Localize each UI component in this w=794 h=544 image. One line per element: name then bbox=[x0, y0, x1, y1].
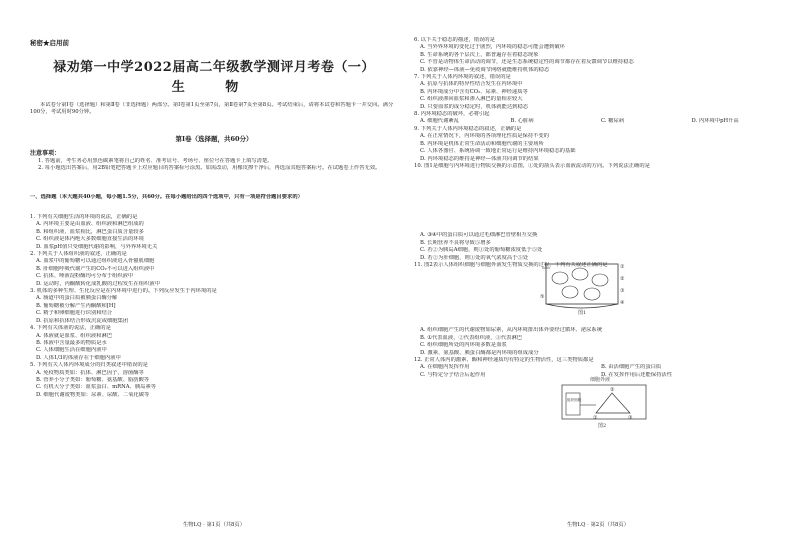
question-option: A. 组织细胞产生的代谢废物如尿素，从内环境排出体外要经过循环、泌尿系统 bbox=[420, 327, 602, 334]
figure-spacer bbox=[414, 170, 774, 232]
exam-title: 禄劝第一中学2022届高二年级教学测评月考卷（一） bbox=[53, 60, 375, 75]
question-option: A. 血浆中的葡萄糖可以通过组织液进入骨骼肌细胞 bbox=[36, 258, 155, 265]
question-option: A. 在细胞内发挥作用 bbox=[420, 364, 470, 371]
question-option: C. 人体细胞生活在细胞内液中 bbox=[36, 347, 107, 354]
part-heading: 第Ⅰ卷（选择题，共60分） bbox=[175, 135, 253, 143]
question-option: B. 心脏病 bbox=[510, 118, 534, 125]
question-option: A. 当外界环境的变化过于剧烈，内环境的稳态可能会遭到破坏 bbox=[420, 44, 565, 51]
question-stem: 10. 图1是细胞与内环境进行物质交换的示意图，①处的箭头表示血液流动的方向。下列说法正确的是 bbox=[414, 162, 650, 169]
question-stem: 1. 下列有关细胞生活的环境的说法，正确的是 bbox=[30, 214, 138, 220]
question-option: D. 细胞代谢废物类如：尿素、尿酸、二氧化碳等 bbox=[36, 391, 150, 398]
question-option: D. 若②为肝细胞，则①处的氧气浓度高于⑤处 bbox=[420, 254, 529, 261]
section-heading: 一、选择题（本大题共40小题，每小题1.5分，共60分。在每小题给出的四个选项中，只有一项是符合题目要求的） bbox=[30, 194, 303, 200]
question-stem: 8. 内环境稳态的破坏，必将引起 bbox=[414, 111, 490, 118]
svg-text:②: ② bbox=[620, 276, 625, 282]
question-stem: 7. 下列关于人体内环境的叙述，错误的是 bbox=[414, 74, 511, 81]
question-option: C. 与特定分子结合后起作用 bbox=[420, 371, 486, 378]
question-option: D. 激素、氨基酸、胰蛋白酶都是内环境的组成成分 bbox=[420, 349, 539, 356]
svg-text:③: ③ bbox=[620, 288, 625, 294]
question-option: C. 精子和卵细胞进行识别和结合 bbox=[36, 310, 113, 317]
question-option: A. 抗原与抗体的特异性结合发生在内环境中 bbox=[420, 81, 523, 88]
question-option: A. 内环境主要是由血液、组织液和淋巴组成的 bbox=[36, 221, 144, 228]
question-option: B. 内环境成分中含有CO₂、尿素、神经递质等 bbox=[420, 88, 528, 95]
right-column bbox=[414, 0, 774, 544]
figure-2-label: 组织细胞 bbox=[567, 398, 582, 402]
question-option: B. 生命系统的各个层次上，都普遍存在着稳态现象 bbox=[420, 51, 539, 58]
question-option: B. 内环境是机体正常生命活动和细胞代谢的主要场所 bbox=[420, 140, 544, 147]
svg-text:①: ① bbox=[620, 264, 625, 270]
page-footer: 生物LQ · 第1页（共8页） bbox=[182, 522, 246, 528]
question-stem: 3. 机体的多种生理、生化反应是在内环境中进行的。下列反应发生于内环境的是 bbox=[30, 288, 217, 295]
question-option: A. 细胞代谢紊乱 bbox=[420, 118, 459, 125]
figure-2-caption: 图2 bbox=[598, 423, 607, 429]
question-stem: 6. 以下关于稳态的描述，错误的是 bbox=[414, 37, 495, 43]
intro bbox=[30, 102, 398, 117]
option-row bbox=[414, 118, 774, 125]
figure-1-diagram bbox=[540, 258, 632, 316]
svg-text:④: ④ bbox=[620, 300, 625, 306]
question-option: C. 有机大分子类如：血浆蛋白、mRNA、胰岛素等 bbox=[36, 384, 157, 391]
question-stem: 11. 图2表示人体组织细胞与细胞外液发生物质交换的过程，下列有关叙述正确的是 bbox=[414, 261, 608, 268]
question-option: B. 肝细胞呼吸代谢产生的CO₂不可以进入组织液中 bbox=[36, 265, 155, 272]
question-option: D. 在发挥作用后还能保持活性 bbox=[601, 371, 672, 378]
question-option: C. 组织液是体内绝大多数细胞直接生活的环境 bbox=[36, 236, 144, 243]
question-option: B. 长期营养不良将导致⑤增多 bbox=[420, 239, 491, 246]
svg-text:⑤: ⑤ bbox=[540, 294, 545, 300]
question-option: A. ③④中的蛋白质可以通过毛细淋巴管壁相互交换 bbox=[420, 232, 538, 239]
question-option: C. 组织细胞所处的内环境多数是血浆 bbox=[420, 342, 507, 349]
secret-label: 秘密★启用前 bbox=[30, 39, 69, 47]
question-option: A. 肠道中的蛋白质被胰蛋白酶分解 bbox=[36, 295, 118, 302]
question-option: D. 运动时，丙酮酸转化成乳酸的过程发生在组织液中 bbox=[36, 280, 160, 287]
question-option: D. 依靠神经—体液—免疫调节网络就能维持机体的稳态 bbox=[420, 66, 550, 73]
question-option: D. 内环境稳态的维持是神经—体液共同调节的结果 bbox=[420, 155, 539, 162]
question-option: D. 只要血浆的成分稳定时，机体就能达到稳态 bbox=[420, 103, 529, 110]
page-footer: 生物LQ · 第2页（共8页） bbox=[566, 522, 630, 528]
left-question-list bbox=[30, 214, 398, 399]
intro-text: 本试卷分第Ⅰ卷（选择题）和第Ⅱ卷（非选择题）两部分。第Ⅰ卷第1页至第7页，第Ⅱ卷第7页至第8页。考试结束后，请将本试卷和答题卡一并交回。满分100分，考试用时90分钟。 bbox=[30, 102, 394, 116]
question-stem: 12. 正常人体内的激素、酶和神经递质均有特定的生物活性，这三类物质都是 bbox=[414, 356, 594, 363]
question-option: C. 糖尿病 bbox=[601, 118, 625, 125]
question-option: C. 若②为胰岛A细胞，则①处的葡萄糖浓度低于⑤处 bbox=[420, 247, 543, 254]
question-stem: 2. 下列关于人体组织液的叙述，正确的是 bbox=[30, 251, 127, 258]
subject-title: 生 物 bbox=[171, 80, 257, 95]
figure-2-diagram bbox=[556, 375, 652, 429]
question-stem: 9. 下列关于人体内环境稳态的叙述，正确的是 bbox=[414, 125, 522, 132]
question-stem: 5. 下列有关人体内环境成分的归类叙述中错误的是 bbox=[30, 362, 148, 369]
option-row bbox=[414, 364, 774, 371]
figure-1-caption: 图1 bbox=[578, 310, 587, 316]
question-option: D. 抗原和抗体结合形成沉淀或细胞集团 bbox=[36, 317, 129, 324]
left-column bbox=[30, 0, 398, 544]
question-stem: 4. 下列有关体液的说法，正确的是 bbox=[30, 325, 111, 332]
question-option: A. 在正常情况下，内环境的各项理化性质是保持不变的 bbox=[420, 133, 550, 140]
question-option: B. 体液中含量最多的物质是水 bbox=[36, 339, 107, 346]
question-option: D. 人体1/3的体液存在于细胞内液中 bbox=[36, 354, 121, 361]
question-option: B. 和组织液、血浆相比，淋巴蛋白质含量较多 bbox=[36, 228, 144, 235]
figure-2-label: ① bbox=[593, 415, 598, 421]
notes bbox=[30, 150, 398, 173]
question-option: C. 不管是动物体生命活动的调节，还是生态系统稳定性的调节都存在着反馈调节以维持稳态 bbox=[420, 59, 634, 66]
figure-2-label: ③ bbox=[628, 415, 633, 421]
question-option: A. 体液就是血浆、组织液和淋巴 bbox=[36, 332, 113, 339]
note-item: 2. 每小题选出答案后，用2B铅笔把答题卡上对应题目的答案标号涂黑。如需改动，用橡皮擦干净后，再选涂其他答案标号。在试题卷上作答无效。 bbox=[38, 165, 381, 172]
right-question-list bbox=[414, 37, 774, 379]
question-option: C. 人体各器官、系统协调一致地正常运行是维持内环境稳态的基础 bbox=[420, 148, 576, 155]
question-option: A. 免疫物质类如：抗体、淋巴因子、溶菌酶等 bbox=[36, 369, 144, 376]
question-option: B. 营养小分子类如：葡萄糖、氨基酸、脂肪酸等 bbox=[36, 376, 150, 383]
question-option: B. 葡萄糖被分解产生丙酮酸和[H] bbox=[36, 302, 116, 309]
question-option: C. 组织液渗回血浆和渗入淋巴的量相差较大 bbox=[420, 96, 523, 103]
question-option: C. 抗体、唾液淀粉酶均可分布于组织液中 bbox=[36, 273, 134, 280]
notes-heading: 注意事项： bbox=[30, 150, 61, 157]
question-option: D. 血浆pH值只受细胞代谢的影响，与外界环境无关 bbox=[36, 243, 158, 250]
question-option: B. 由活细胞产生的蛋白质 bbox=[601, 364, 662, 371]
question-option: B. ①代表血液，②代表组织液，③代表淋巴 bbox=[420, 334, 523, 341]
figure-2-label: ② bbox=[610, 387, 615, 393]
question-option: D. 内环境中pH升高 bbox=[691, 118, 739, 125]
figure-2-title: 细胞外液 bbox=[590, 377, 611, 383]
note-item: 1. 答题前，考生务必用黑色碳素笔将自己的姓名、准考证号、考场号、座位号在答题卡上填写清楚。 bbox=[38, 158, 273, 164]
